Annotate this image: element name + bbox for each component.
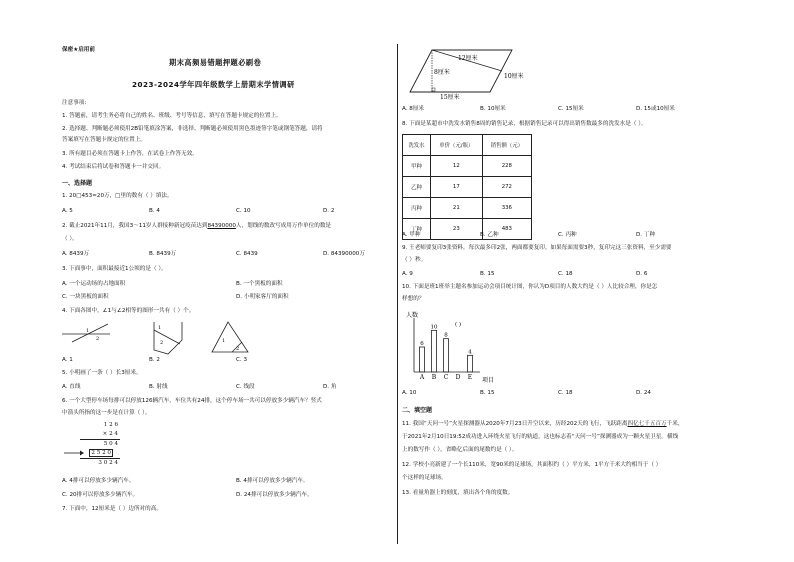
- bar-value-label: 8: [444, 332, 448, 339]
- notice-item: 3. 所有题目必须在答题卡上作答，在试卷上作答无效。: [62, 151, 198, 157]
- paper-subtitle: 2023-2024学年四年级数学上册期末学情调研: [132, 80, 295, 89]
- option-d: D. 丁种: [636, 232, 656, 238]
- chart-bar: [420, 347, 425, 372]
- option-c: C. 丙种: [558, 232, 577, 238]
- svg-text:15厘米: 15厘米: [440, 94, 460, 100]
- angle-figure-1: [62, 324, 110, 342]
- option-a: A. 9: [402, 271, 413, 277]
- question-stem: 2. 截止2021年11月，我国3～11岁人群接种新冠疫苗达到84390000人，划线的数改写成用万作单位的数是: [62, 223, 332, 229]
- x-tick-label: C: [443, 374, 449, 381]
- x-tick-label: E: [467, 374, 473, 381]
- option-b: B. 10厘米: [480, 106, 506, 112]
- x-tick-label: D: [455, 374, 461, 381]
- table-header-row: 洗发水 单价（元/瓶） 销售额（元）: [403, 135, 532, 156]
- question-stem: 9. 王老师要复印3张资料，每次最多印2张，两面都要复印。如果每面需要3秒，复印完这三张资料，至少需要: [402, 245, 672, 251]
- option-d: D. 24排可以停放多少辆汽车。: [236, 492, 313, 498]
- svg-text:1: 1: [158, 325, 162, 331]
- question-stem: 中箭头所指的这一步是在计算（ ）。: [62, 410, 151, 416]
- arrow-icon: [64, 449, 84, 457]
- option-c: C. 线段: [236, 384, 255, 390]
- option-c: C. 10: [236, 208, 251, 214]
- notice-item: 1. 答题前，请考生务必将自己的姓名、班级、考号等信息，填写在答题卡规定的位置上。: [62, 113, 282, 119]
- option-a: A. 4排可以停放多少辆汽车。: [62, 478, 135, 484]
- x-tick-label: A: [419, 374, 425, 381]
- option-c: C. 18: [558, 271, 573, 277]
- option-c: C. 3: [236, 357, 248, 363]
- question-stem: 4. 下面各图中，∠1与∠2相等的图形一共有（ ）个。: [62, 308, 195, 314]
- section-title: 一、选择题: [62, 180, 93, 187]
- question-stem: （ ）秒。: [402, 257, 427, 263]
- question-stem: 10. 下面是班1班举主题名参加运动会项目统计图，你认为D项目的人数大约是（ ）人比较合理，你是怎: [402, 284, 658, 290]
- question-stem: 5. 小明画了一条（ ）长3厘米。: [62, 370, 142, 376]
- svg-text:12厘米: 12厘米: [458, 55, 478, 62]
- chart-bar: [432, 330, 437, 372]
- bar-value-label: 10: [430, 324, 438, 331]
- paper-title: 期末高频易错题押题必刷卷: [169, 58, 262, 67]
- chart-bar: [468, 355, 473, 372]
- notice-item: 4. 考试结束后将试卷和答题卡一并交回。: [62, 164, 165, 170]
- question-stem: 1. 20□453≈20万，□里的数有（ ）填法。: [62, 193, 173, 199]
- vertical-calculation: 1 2 6 × 2 4 5 0 4 2 5 2 0 3 0 2 4: [62, 420, 122, 472]
- svg-text:10厘米: 10厘米: [504, 73, 524, 80]
- parallelogram-figure: [402, 48, 542, 100]
- svg-text:8厘米: 8厘米: [434, 69, 450, 76]
- option-d: D. 2: [323, 208, 335, 214]
- option-b: B. 15: [480, 271, 495, 277]
- option-b: B. 2: [149, 357, 160, 363]
- option-a: A. 5: [62, 208, 73, 214]
- option-d: D. 角: [323, 384, 337, 390]
- option-c: C. 20排可以停放多少辆汽车。: [62, 492, 139, 498]
- svg-text:2: 2: [236, 346, 240, 352]
- option-b: B. 15: [480, 390, 495, 396]
- option-a: A. 8厘米: [402, 106, 425, 112]
- question-stem: 样想的？: [402, 296, 425, 302]
- question-stem: 3. 下面事中，面积最接近1公顷的是（ ）。: [62, 266, 167, 272]
- svg-text:1: 1: [222, 338, 226, 344]
- option-b: B. 8439万: [149, 251, 177, 257]
- bar-chart: [402, 308, 512, 386]
- x-tick-label: B: [431, 374, 437, 381]
- option-b: B. 乙种: [480, 232, 499, 238]
- option-a: A. 1: [62, 357, 73, 363]
- secret-label: 保密★启用前: [62, 47, 95, 53]
- notice-heading: 注意事项:: [62, 100, 87, 106]
- option-b: B. 一个黑板的面积: [236, 281, 283, 287]
- chart-ylabel: 人数: [406, 312, 419, 319]
- table-row: 甲种 12 228: [403, 156, 532, 177]
- angle-figure-3: [212, 322, 248, 352]
- option-b: B. 4排可以停放多少辆汽车。: [236, 478, 309, 484]
- question-stem: （ ）。: [62, 236, 78, 242]
- svg-text:2: 2: [96, 336, 100, 342]
- option-a: A. 10: [402, 390, 417, 396]
- option-d: D. 84390000万: [323, 251, 365, 257]
- question-stem: 6. 一个大型停车场每排可以停放126辆汽车，车位共有24排，这个停车场一共可以停放多少辆汽车？竖式: [62, 398, 322, 404]
- bar-value-label: 6: [420, 341, 424, 347]
- column-divider: [397, 44, 398, 544]
- section-title: 二、填空题: [402, 407, 433, 414]
- chart-xlabel: 项目: [482, 377, 495, 384]
- question-stem: 于2021年2月10日19:52成功进入环绕火星飞行的轨道，这也标志着“天问一号”探测器成为一颗火星卫星。横线: [402, 434, 679, 440]
- question-stem: 8. 下面是某超市中洗发水销售8周的销售记录，根据销售记录可以得出销售数最多的洗发水是（ ）。: [402, 121, 647, 127]
- option-b: B. 4: [149, 208, 160, 214]
- question-stem: 个这样的足球场。: [402, 475, 447, 481]
- option-b: B. 射线: [149, 384, 168, 390]
- table-row: 丁种 23 483: [403, 219, 532, 240]
- notice-item: 答案填写在答题卡规定的位置上。: [62, 137, 146, 143]
- option-d: D. 6: [636, 271, 648, 277]
- option-a: A. 一个运动场的占地面积: [62, 281, 126, 287]
- angle-figure-2: [154, 322, 182, 354]
- chart-bar: [444, 339, 449, 372]
- table-row: 乙种 17 272: [403, 177, 532, 198]
- bar-value-label: ( ): [454, 322, 462, 328]
- question-stem: 11. 我国“天问一号”火星探测器从2020年7月23日升空以来，历经202天的飞行，飞跃距离四亿七千五百万千米，: [402, 421, 684, 427]
- option-a: A. 8439万: [62, 251, 90, 257]
- option-a: A. 甲种: [402, 232, 421, 238]
- sales-table: [402, 134, 532, 240]
- option-c: C. 15厘米: [558, 106, 584, 112]
- option-d: D. 24: [636, 390, 651, 396]
- angle-figures: [62, 320, 312, 356]
- option-c: C. 一块黑板的面积: [62, 294, 109, 300]
- question-stem: 12. 学校小亮新建了一个长110米，宽90米的足球场，其面积约（ ）平方米，1平方千米大约相当于（ ）: [402, 462, 662, 468]
- table-row: 丙种 21 336: [403, 198, 532, 219]
- svg-text:1: 1: [86, 328, 90, 334]
- question-stem: 上的数写作（ ），省略亿后面的尾数约是（ ）。: [402, 447, 518, 453]
- option-d: D. 小明家客厅的面积: [236, 294, 289, 300]
- option-c: C. 18: [558, 390, 573, 396]
- question-stem: 7. 下面中，12厘米是（ ）边所对的高。: [62, 506, 162, 512]
- question-stem: 13. 看量角器上的刻度，填出各个角的度数。: [402, 490, 514, 496]
- option-c: C. 8439: [236, 251, 258, 257]
- notice-item: 2. 选择题、判断题必须使用2B铅笔填涂答案，非选择、判断题必须使用黑色墨迹签字笔或钢笔答题，请将: [62, 126, 323, 132]
- bar-value-label: 4: [468, 349, 472, 356]
- option-d: D. 15或10厘米: [636, 106, 675, 112]
- svg-text:2: 2: [160, 340, 164, 346]
- option-a: A. 直线: [62, 384, 81, 390]
